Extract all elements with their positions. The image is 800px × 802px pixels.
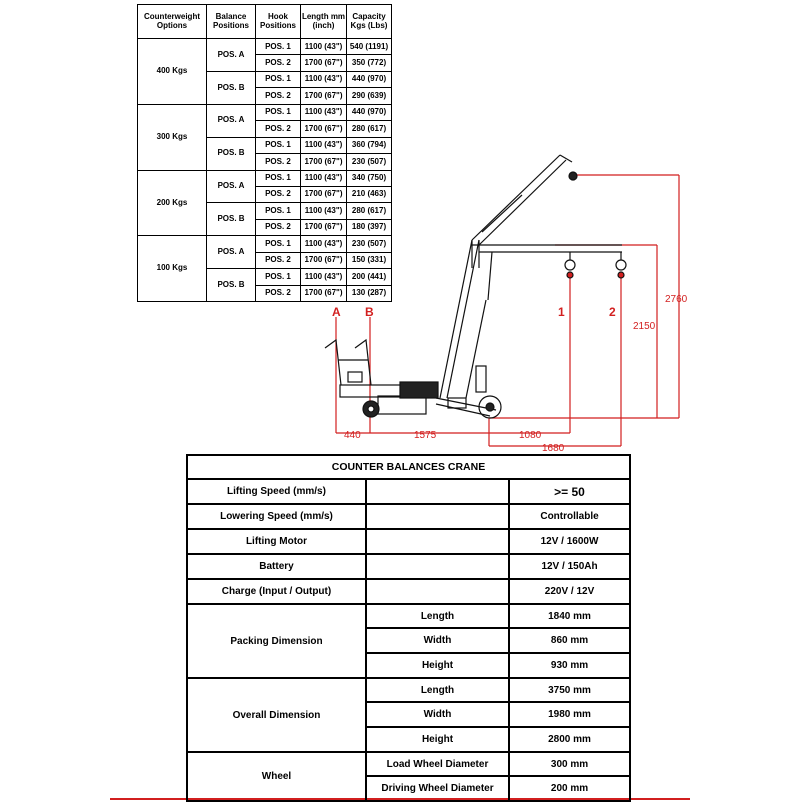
header-length: Length mm (inch) bbox=[301, 5, 347, 39]
balance-cell: POS. B bbox=[207, 269, 256, 302]
capacity-cell: 440 (970) bbox=[347, 104, 392, 120]
load-wheel-value: 300 mm bbox=[509, 752, 630, 776]
length-cell: 1100 (43") bbox=[301, 269, 347, 285]
weight-cell: 200 Kgs bbox=[138, 170, 207, 236]
capacity-cell: 360 (794) bbox=[347, 137, 392, 153]
capacity-cell: 210 (463) bbox=[347, 186, 392, 202]
empty-cell bbox=[366, 504, 509, 529]
label-position-b: B bbox=[365, 305, 374, 319]
packing-label: Packing Dimension bbox=[187, 604, 366, 678]
empty-cell bbox=[366, 554, 509, 579]
driving-wheel-value: 200 mm bbox=[509, 776, 630, 801]
spec-table bbox=[186, 454, 631, 802]
capacity-cell: 350 (772) bbox=[347, 55, 392, 71]
capacity-cell: 540 (1191) bbox=[347, 39, 392, 55]
balance-cell: POS. B bbox=[207, 203, 256, 236]
weight-cell: 300 Kgs bbox=[138, 104, 207, 170]
length-cell: 1100 (43") bbox=[301, 71, 347, 87]
dim-2150: 2150 bbox=[633, 321, 656, 332]
capacity-cell: 280 (617) bbox=[347, 203, 392, 219]
dim-2760: 2760 bbox=[665, 294, 688, 305]
overall-width-label: Width bbox=[366, 702, 509, 727]
balance-cell: POS. B bbox=[207, 71, 256, 104]
hook-cell: POS. 2 bbox=[256, 121, 301, 137]
length-cell: 1700 (67") bbox=[301, 121, 347, 137]
balance-cell: POS. A bbox=[207, 104, 256, 137]
balance-cell: POS. A bbox=[207, 170, 256, 203]
header-balance: Balance Positions bbox=[207, 5, 256, 39]
dimension-lines bbox=[336, 175, 679, 446]
length-cell: 1700 (67") bbox=[301, 55, 347, 71]
empty-cell bbox=[366, 579, 509, 604]
hook-cell: POS. 2 bbox=[256, 154, 301, 170]
packing-width-label: Width bbox=[366, 628, 509, 653]
empty-cell bbox=[366, 479, 509, 504]
capacity-cell: 200 (441) bbox=[347, 269, 392, 285]
label-hook-2: 2 bbox=[609, 305, 616, 319]
length-cell: 1700 (67") bbox=[301, 154, 347, 170]
header-hook: Hook Positions bbox=[256, 5, 301, 39]
lifting-motor-label: Lifting Motor bbox=[187, 529, 366, 554]
length-cell: 1700 (67") bbox=[301, 285, 347, 301]
label-position-a: A bbox=[332, 305, 341, 319]
length-cell: 1700 (67") bbox=[301, 186, 347, 202]
balance-cell: POS. B bbox=[207, 137, 256, 170]
lifting-motor-value: 12V / 1600W bbox=[509, 529, 630, 554]
length-cell: 1100 (43") bbox=[301, 39, 347, 55]
length-cell: 1700 (67") bbox=[301, 219, 347, 235]
capacity-cell: 340 (750) bbox=[347, 170, 392, 186]
hook-cell: POS. 2 bbox=[256, 252, 301, 268]
charge-value: 220V / 12V bbox=[509, 579, 630, 604]
length-cell: 1100 (43") bbox=[301, 236, 347, 252]
capacity-cell: 280 (617) bbox=[347, 121, 392, 137]
overall-label: Overall Dimension bbox=[187, 678, 366, 752]
balance-cell: POS. A bbox=[207, 39, 256, 72]
lifting-speed-label: Lifting Speed (mm/s) bbox=[187, 479, 366, 504]
length-cell: 1100 (43") bbox=[301, 104, 347, 120]
hook-cell: POS. 1 bbox=[256, 137, 301, 153]
length-cell: 1700 (67") bbox=[301, 88, 347, 104]
hook-cell: POS. 2 bbox=[256, 219, 301, 235]
hook-cell: POS. 2 bbox=[256, 285, 301, 301]
header-counterweight: Counterweight Options bbox=[138, 5, 207, 39]
hook-cell: POS. 1 bbox=[256, 203, 301, 219]
balance-cell: POS. A bbox=[207, 236, 256, 269]
capacity-cell: 440 (970) bbox=[347, 71, 392, 87]
packing-height-label: Height bbox=[366, 653, 509, 678]
capacity-cell: 290 (639) bbox=[347, 88, 392, 104]
dim-1080: 1080 bbox=[519, 430, 542, 441]
hook-cell: POS. 1 bbox=[256, 104, 301, 120]
lowering-speed-value: Controllable bbox=[509, 504, 630, 529]
hook-cell: POS. 1 bbox=[256, 39, 301, 55]
lifting-speed-value: >= 50 bbox=[509, 479, 630, 504]
label-hook-1: 1 bbox=[558, 305, 565, 319]
packing-length-value: 1840 mm bbox=[509, 604, 630, 628]
header-capacity: Capacity Kgs (Lbs) bbox=[347, 5, 392, 39]
hook-cell: POS. 1 bbox=[256, 170, 301, 186]
empty-cell bbox=[366, 529, 509, 554]
overall-length-value: 3750 mm bbox=[509, 678, 630, 702]
length-cell: 1700 (67") bbox=[301, 252, 347, 268]
dim-440: 440 bbox=[344, 430, 361, 441]
hook-cell: POS. 2 bbox=[256, 55, 301, 71]
lowering-speed-label: Lowering Speed (mm/s) bbox=[187, 504, 366, 529]
hook-cell: POS. 1 bbox=[256, 269, 301, 285]
hook-cell: POS. 2 bbox=[256, 186, 301, 202]
packing-width-value: 860 mm bbox=[509, 628, 630, 653]
overall-length-label: Length bbox=[366, 678, 509, 702]
dim-1680: 1680 bbox=[542, 443, 565, 454]
wheel-label: Wheel bbox=[187, 752, 366, 801]
packing-height-value: 930 mm bbox=[509, 653, 630, 678]
hook-cell: POS. 1 bbox=[256, 71, 301, 87]
spec-title: COUNTER BALANCES CRANE bbox=[187, 455, 630, 479]
length-cell: 1100 (43") bbox=[301, 137, 347, 153]
weight-cell: 100 Kgs bbox=[138, 236, 207, 302]
crane-body bbox=[325, 155, 626, 418]
battery-value: 12V / 150Ah bbox=[509, 554, 630, 579]
capacity-cell: 230 (507) bbox=[347, 154, 392, 170]
length-cell: 1100 (43") bbox=[301, 203, 347, 219]
hook-cell: POS. 1 bbox=[256, 236, 301, 252]
load-wheel-label: Load Wheel Diameter bbox=[366, 752, 509, 776]
dim-1575: 1575 bbox=[414, 430, 437, 441]
overall-height-label: Height bbox=[366, 727, 509, 752]
charge-label: Charge (Input / Output) bbox=[187, 579, 366, 604]
length-cell: 1100 (43") bbox=[301, 170, 347, 186]
overall-width-value: 1980 mm bbox=[509, 702, 630, 727]
hook-cell: POS. 2 bbox=[256, 88, 301, 104]
packing-length-label: Length bbox=[366, 604, 509, 628]
capacity-cell: 180 (397) bbox=[347, 219, 392, 235]
driving-wheel-label: Driving Wheel Diameter bbox=[366, 776, 509, 801]
battery-label: Battery bbox=[187, 554, 366, 579]
capacity-cell: 150 (331) bbox=[347, 252, 392, 268]
weight-cell: 400 Kgs bbox=[138, 39, 207, 105]
capacity-cell: 230 (507) bbox=[347, 236, 392, 252]
overall-height-value: 2800 mm bbox=[509, 727, 630, 752]
capacity-cell: 130 (287) bbox=[347, 285, 392, 301]
